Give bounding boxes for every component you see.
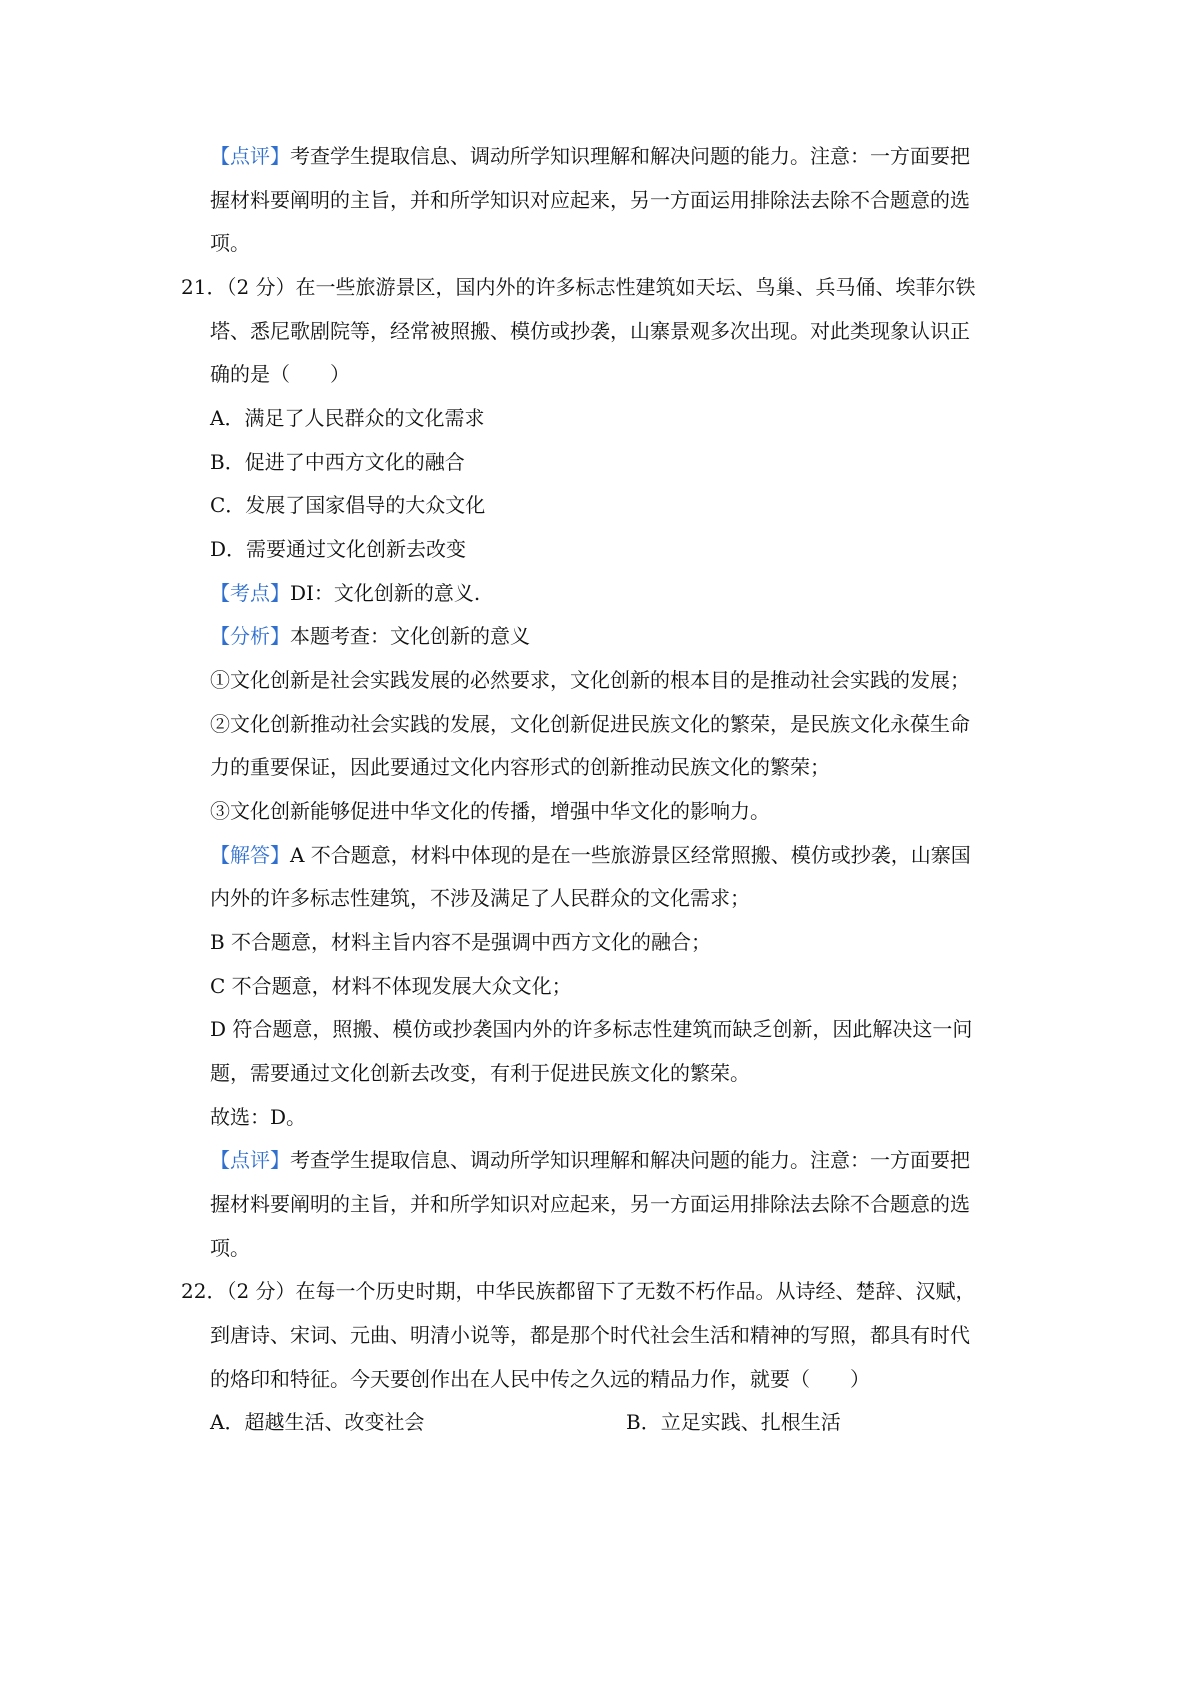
q21-dianping: 【点评】考查学生提取信息、调动所学知识理解和解决问题的能力。注意：一方面要把 [210,1148,970,1172]
q22-stem-line-2: 到唐诗、宋词、元曲、明清小说等，都是那个时代社会生活和精神的写照，都具有时代 [210,1323,970,1347]
q22-stem-line-3: 的烙印和特征。今天要创作出在人民中传之久远的精品力作，就要（ ） [210,1367,870,1391]
q21-dianping-line-3: 项。 [210,1236,250,1260]
q21-number: 21． [181,275,227,299]
q21-fenxi-point-2: ②文化创新推动社会实践的发展，文化创新促进民族文化的繁荣，是民族文化永葆生命 [210,712,970,736]
q21-stem-line-2: 塔、悉尼歌剧院等，经常被照搬、模仿或抄袭，山寨景观多次出现。对此类现象认识正 [210,319,970,343]
review-prev-line-2: 握材料要阐明的主旨，并和所学知识对应起来，另一方面运用排除法去除不合题意的选 [210,188,970,212]
q21-fenxi-point-2-cont: 力的重要保证，因此要通过文化内容形式的创新推动民族文化的繁荣； [210,755,830,779]
q21-option-a: A．满足了人民群众的文化需求 [210,406,485,430]
q22-option-a: A．超越生活、改变社会 [210,1410,425,1434]
q21-fenxi-point-1: ①文化创新是社会实践发展的必然要求，文化创新的根本目的是推动社会实践的发展； [210,668,970,692]
review-prev-line-1: 【点评】考查学生提取信息、调动所学知识理解和解决问题的能力。注意：一方面要把 [210,144,970,168]
q21-answer: 故选：D。 [210,1105,307,1129]
q21-option-d: D．需要通过文化创新去改变 [210,537,467,561]
q21-kaodian: 【考点】DI：文化创新的意义. [210,581,481,605]
q22-number: 22． [181,1279,227,1303]
q22-option-b: B．立足实践、扎根生活 [626,1410,841,1434]
review-prev-line-3: 项。 [210,231,250,255]
q22-stem-line-1: 22．（2 分）在每一个历史时期，中华民族都留下了无数不朽作品。从诗经、楚辞、汉赋， [181,1279,976,1303]
fenxi-tag: 【分析】 [210,624,290,648]
q21-jieda-line-2: 内外的许多标志性建筑，不涉及满足了人民群众的文化需求； [210,886,750,910]
q21-jieda-line-4: C 不合题意，材料不体现发展大众文化； [210,974,572,998]
dianping-tag: 【点评】 [210,1148,290,1172]
q21-option-b: B．促进了中西方文化的融合 [210,450,465,474]
q21-fenxi-point-3: ③文化创新能够促进中华文化的传播，增强中华文化的影响力。 [210,799,770,823]
q21-option-c: C．发展了国家倡导的大众文化 [210,493,486,517]
jieda-tag: 【解答】 [210,843,290,867]
q21-dianping-line-2: 握材料要阐明的主旨，并和所学知识对应起来，另一方面运用排除法去除不合题意的选 [210,1192,970,1216]
q21-jieda-line-6: 题，需要通过文化创新去改变，有利于促进民族文化的繁荣。 [210,1061,750,1085]
q21-stem-line-3: 确的是（ ） [210,362,350,386]
q21-stem-line-1: 21．（2 分）在一些旅游景区，国内外的许多标志性建筑如天坛、鸟巢、兵马俑、埃菲尔铁 [181,275,976,299]
q21-fenxi: 【分析】本题考查：文化创新的意义 [210,624,530,648]
q21-jieda-line-5: D 符合题意，照搬、模仿或抄袭国内外的许多标志性建筑而缺乏创新，因此解决这一问 [210,1017,973,1041]
review-tag: 【点评】 [210,144,290,168]
q21-jieda-line-3: B 不合题意，材料主旨内容不是强调中西方文化的融合； [210,930,712,954]
kaodian-tag: 【考点】 [210,581,290,605]
q21-jieda: 【解答】A 不合题意，材料中体现的是在一些旅游景区经常照搬、模仿或抄袭，山寨国 [210,843,971,867]
